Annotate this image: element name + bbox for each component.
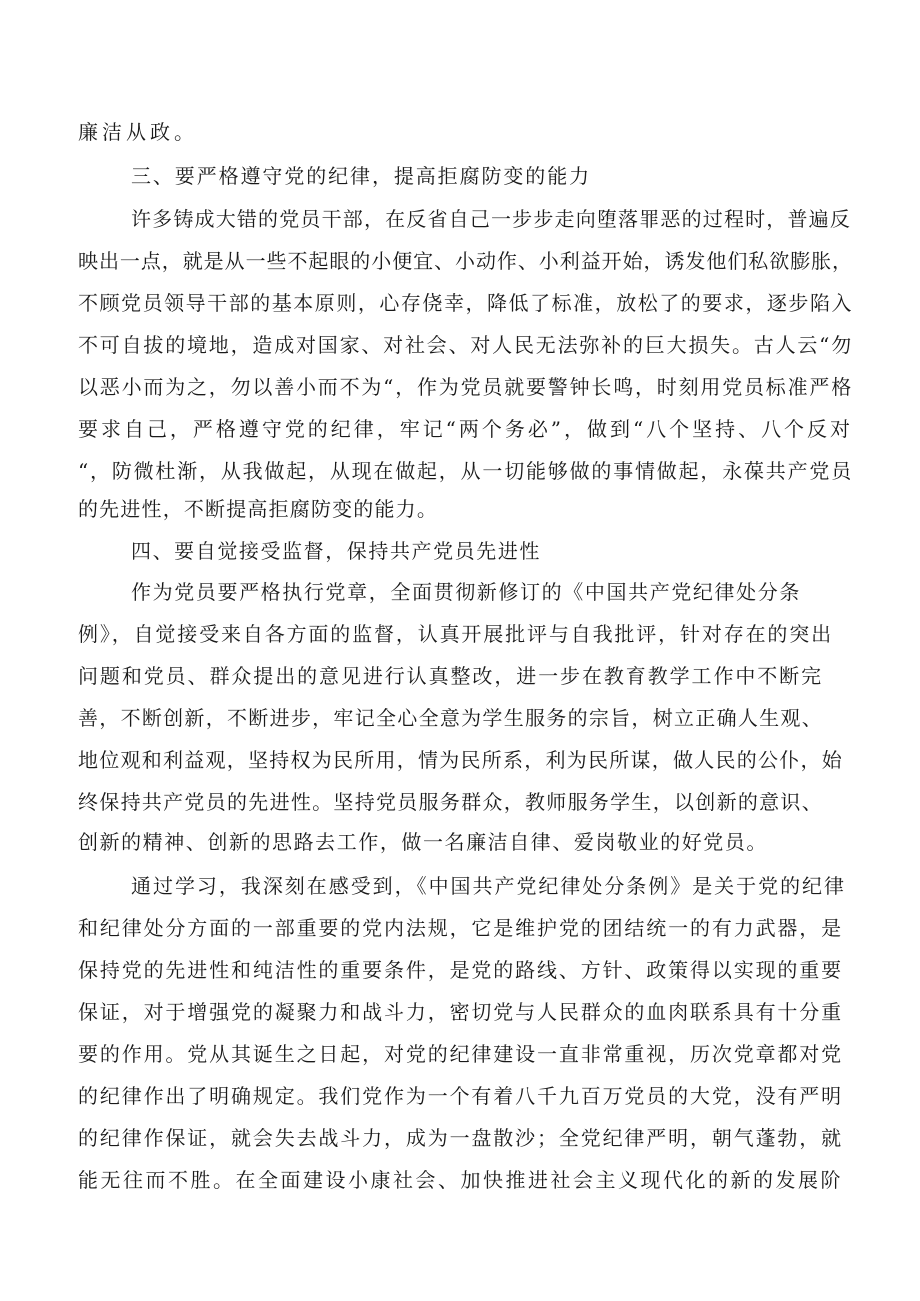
text-line: 保证，对于增强党的凝聚力和战斗力，密切党与人民群众的血肉联系具有十分重 bbox=[78, 1000, 843, 1024]
text-line: 廉洁从政。 bbox=[78, 120, 198, 144]
text-line: 不可自拔的境地，造成对国家、对社会、对人民无法弥补的巨大损失。古人云“勿 bbox=[78, 333, 853, 357]
text-line: 要求自己，严格遵守党的纪律，牢记“两个务必”，做到“八个坚持、八个反对 bbox=[78, 417, 853, 441]
text-line: 创新的精神、创新的思路去工作，做一名廉洁自律、爱岗敬业的好党员。 bbox=[78, 830, 768, 854]
text-line: 的纪律作出了明确规定。我们党作为一个有着八千九百万党员的大党，没有严明 bbox=[78, 1084, 843, 1108]
text-line: 要的作用。党从其诞生之日起，对党的纪律建设一直非常重视，历次党章都对党 bbox=[78, 1042, 843, 1066]
text-line: 终保持共产党员的先进性。坚持党员服务群众，教师服务学生，以创新的意识、 bbox=[78, 790, 823, 814]
text-line: 例》，自觉接受来自各方面的监督，认真开展批评与自我批评，针对存在的突出 bbox=[78, 622, 833, 646]
text-line: 和纪律处分方面的一部重要的党内法规，它是维护党的团结统一的有力武器，是 bbox=[78, 916, 843, 940]
text-line: 地位观和利益观，坚持权为民所用，情为民所系，利为民所谋，做人民的公仆，始 bbox=[78, 748, 843, 772]
text-line: 作为党员要严格执行党章，全面贯彻新修订的《中国共产党纪律处分条 bbox=[131, 580, 801, 604]
text-line: 通过学习，我深刻在感受到，《中国共产党纪律处分条例》是关于党的纪律 bbox=[131, 874, 846, 898]
text-line: 许多铸成大错的党员干部，在反省自己一步步走向堕落罪恶的过程时，普遍反 bbox=[131, 207, 851, 231]
section-heading: 三、要严格遵守党的纪律，提高拒腐防变的能力 bbox=[131, 164, 591, 188]
text-line: 问题和党员、群众提出的意见进行认真整改，进一步在教育教学工作中不断完 bbox=[78, 664, 823, 688]
text-line: 的先进性，不断提高拒腐防变的能力。 bbox=[78, 497, 438, 521]
text-line: 能无往而不胜。在全面建设小康社会、加快推进社会主义现代化的新的发展阶 bbox=[78, 1168, 843, 1192]
text-line: 以恶小而为之，勿以善小而不为“，作为党员就要警钟长鸣，时刻用党员标准严格 bbox=[78, 375, 853, 399]
text-line: 的纪律作保证，就会失去战斗力，成为一盘散沙；全党纪律严明，朝气蓬勃，就 bbox=[78, 1126, 843, 1150]
text-line: 善，不断创新，不断进步，牢记全心全意为学生服务的宗旨，树立正确人生观、 bbox=[78, 706, 823, 730]
section-heading: 四、要自觉接受监督，保持共产党员先进性 bbox=[131, 539, 541, 563]
text-line: “，防微杜渐，从我做起，从现在做起，从一切能够做的事情做起，永葆共产党员 bbox=[78, 459, 853, 483]
text-line: 映出一点，就是从一些不起眼的小便宜、小动作、小利益开始，诱发他们私欲膨胀， bbox=[78, 249, 853, 273]
text-line: 保持党的先进性和纯洁性的重要条件，是党的路线、方针、政策得以实现的重要 bbox=[78, 958, 843, 982]
text-line: 不顾党员领导干部的基本原则，心存侥幸，降低了标准，放松了的要求，逐步陷入 bbox=[78, 291, 853, 315]
